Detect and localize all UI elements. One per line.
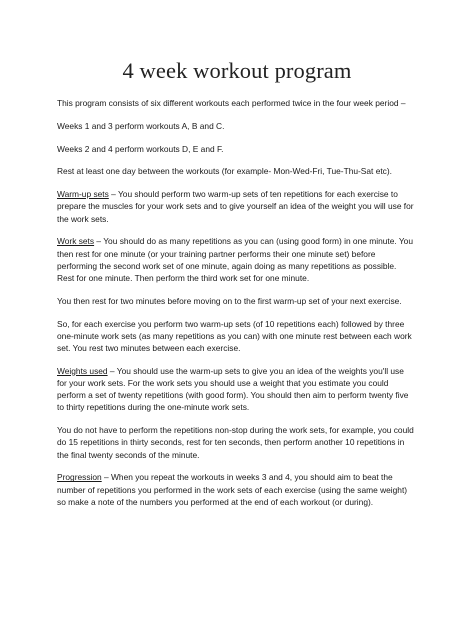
warmup-text: – You should perform two warm-up sets of ten repetitions for each exercise to prepare the muscles for your work sets and to give yourself an idea of the weight you will use for the work sets. [57, 189, 414, 224]
weeks-1-3-paragraph: Weeks 1 and 3 perform workouts A, B and C. [57, 120, 225, 131]
worksets-heading: Work sets [57, 236, 95, 247]
document-title: 4 week workout program [122, 58, 352, 83]
worksets-paragraph [57, 235, 415, 284]
rest-paragraph: Rest at least one day between the workouts (for example- Mon-Wed-Fri, Tue-Thu-Sat etc). [57, 166, 392, 177]
warmup-paragraph [57, 188, 415, 225]
intro-paragraph: This program consists of six different workouts each performed twice in the four week period – [57, 98, 406, 108]
warmup-heading: Warm-up sets [57, 189, 109, 200]
worksets-text: – You should do as many repetitions as you can (using good form) in one minute. You then rest for one minute (or your training partner performs their one minute set) before performing the second work set of one minute, again doing as many repetitions as possible. Rest for one minute. Then perform the third work set for one minute. [57, 236, 413, 283]
weights-text: – You should use the warm-up sets to give you an idea of the weights you'll use for your work sets. For the work sets you should use a weight that you estimate you could perform a set of twenty repetitions (with good form). You should then aim to perform twenty five to thirty repetitions during the one-minute work sets. [57, 365, 409, 413]
weights-paragraph [57, 365, 415, 414]
progression-text: – When you repeat the workouts in weeks 3 and 4, you should aim to beat the number of repetitions you performed in the work sets of each exercise (using the same weight) so make a note of the numbers you performed at the end of each workout (or during). [57, 472, 408, 507]
document-body [57, 97, 415, 519]
rest-two-minutes-paragraph: You then rest for two minutes before moving on to the first warm-up set of your next exercise. [57, 295, 402, 306]
progression-paragraph [57, 471, 415, 508]
weights-heading: Weights used [57, 365, 108, 376]
so-for-each-paragraph: So, for each exercise you perform two warm-up sets (of 10 repetitions each) followed by three one-minute work sets (as many repetitions as you can) with one minute rest between each work set. You rest two minutes between each exercise. [57, 318, 412, 353]
non-stop-paragraph: You do not have to perform the repetitions non-stop during the work sets, for example, you could do 15 repetitions in thirty seconds, rest for ten seconds, then perform another 10 repetitions in the final twenty seconds of the minute. [57, 425, 414, 460]
progression-heading: Progression [57, 472, 102, 483]
weeks-2-4-paragraph: Weeks 2 and 4 perform workouts D, E and F. [57, 143, 224, 154]
